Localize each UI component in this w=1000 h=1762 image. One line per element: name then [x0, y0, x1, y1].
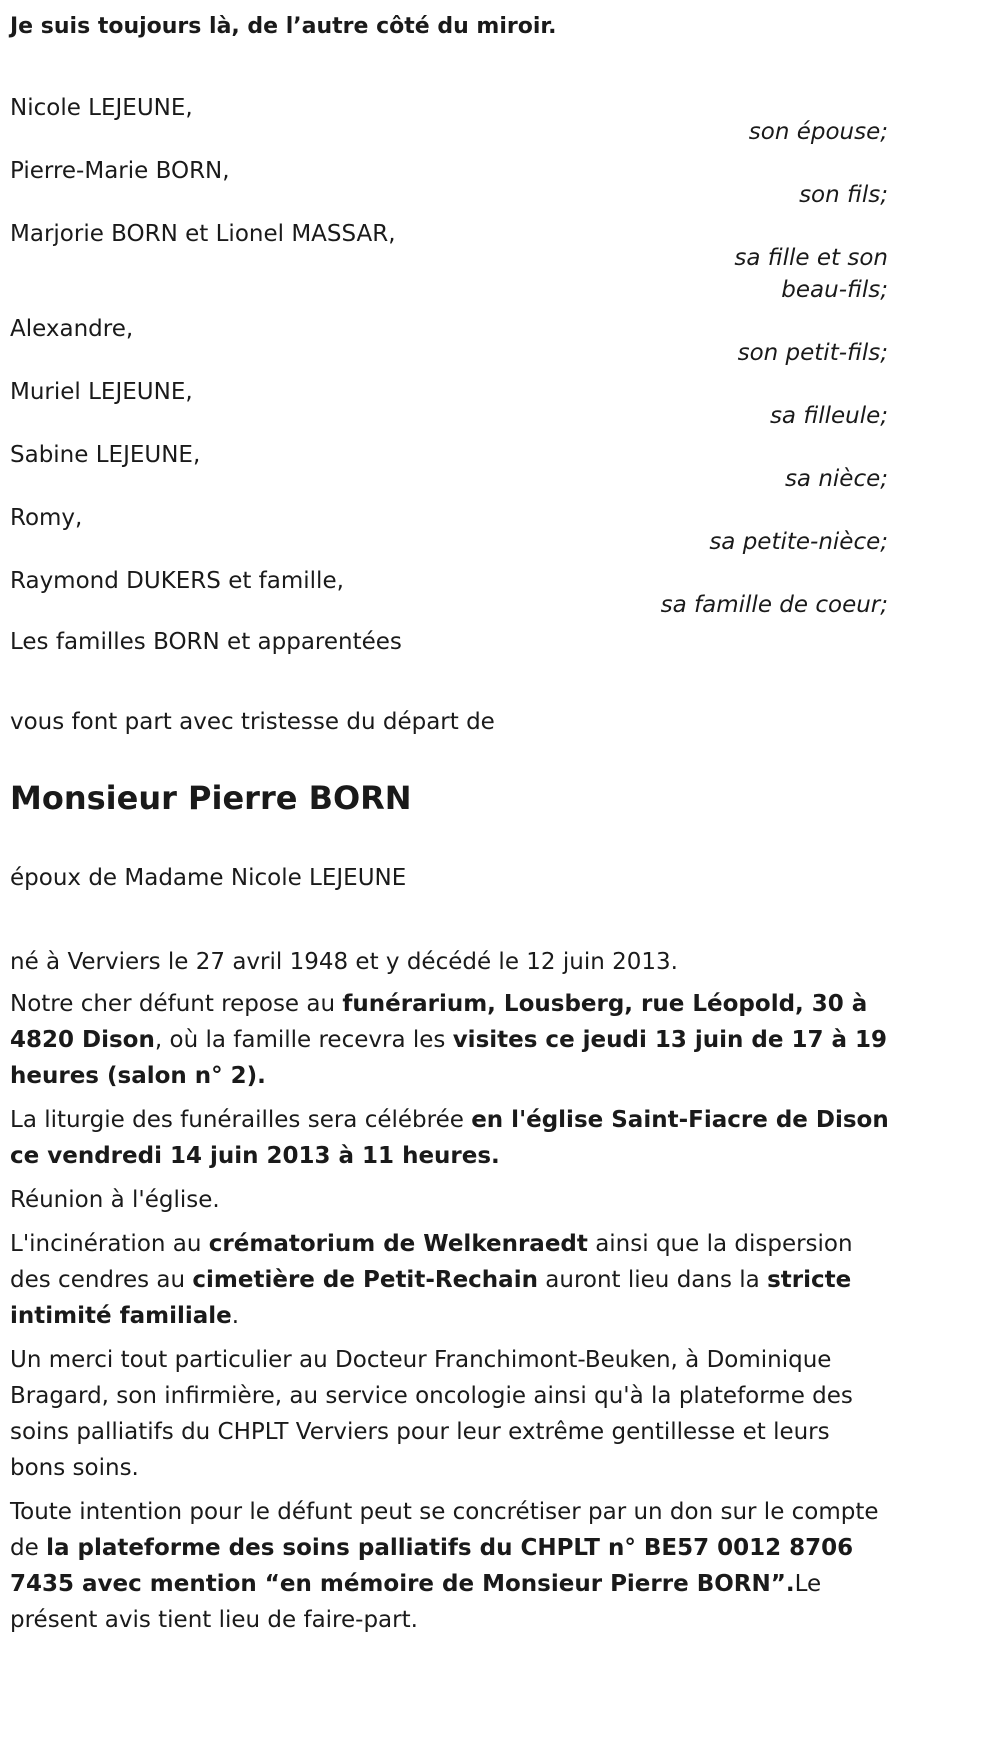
text-segment: ainsi que la dispersion des cendres au	[10, 1231, 853, 1293]
cemetery-name: cimetière de Petit-Rechain	[192, 1267, 538, 1293]
text-segment: Toute intention pour le défunt peut se concrétiser par un don sur le compte de	[10, 1499, 879, 1561]
family-member-relation: son épouse;	[748, 119, 888, 145]
family-member	[10, 218, 888, 306]
privacy-note: stricte intimité familiale	[10, 1267, 852, 1329]
text-segment: L'incinération au	[10, 1231, 209, 1257]
text-segment: La liturgie des funérailles sera célébrée	[10, 1107, 472, 1133]
visiting-hours: visites ce jeudi 13 juin de 17 à 19 heures (salon n° 2).	[10, 1027, 888, 1089]
family-member-relation: sa fille et son beau-fils;	[734, 245, 888, 303]
family-member	[10, 313, 888, 369]
family-extended: Les familles BORN et apparentées	[10, 629, 402, 655]
family-member-name: Marjorie BORN et Lionel MASSAR,	[10, 221, 396, 247]
family-member-name: Raymond DUKERS et famille,	[10, 568, 344, 594]
text-segment: Le présent avis tient lieu de faire-part.	[10, 1571, 822, 1633]
family-member-name: Alexandre,	[10, 316, 134, 342]
announcement: vous font part avec tristesse du départ de	[10, 709, 495, 735]
thanks-paragraph: Un merci tout particulier au Docteur Franchimont-Beuken, à Dominique Bragard, son infirmière, au service oncologie ainsi qu'à la plateforme des soins palliatifs du CHPLT Verviers pour leur extrême gentillesse et leurs bons soins.	[10, 1347, 853, 1481]
family-member-relation: sa petite-nièce;	[709, 529, 888, 555]
donation-paragraph	[10, 1494, 890, 1638]
liturgy-details: en l'église Saint-Fiacre de Dison ce vendredi 14 juin 2013 à 11 heures.	[10, 1107, 889, 1169]
family-member	[10, 439, 888, 495]
family-member-name: Pierre-Marie BORN,	[10, 158, 230, 184]
epigraph: Je suis toujours là, de l’autre côté du miroir.	[10, 14, 557, 39]
family-member	[10, 155, 888, 211]
meeting-paragraph: Réunion à l'église.	[10, 1187, 220, 1213]
cremation-paragraph	[10, 1226, 890, 1334]
family-member	[10, 565, 888, 621]
family-member-name: Romy,	[10, 505, 83, 531]
family-member	[10, 502, 888, 558]
family-member-name: Muriel LEJEUNE,	[10, 379, 193, 405]
crematorium-name: crématorium de Welkenraedt	[208, 1231, 588, 1257]
family-member-name: Sabine LEJEUNE,	[10, 442, 201, 468]
family-member	[10, 376, 888, 432]
family-member-relation: son fils;	[799, 182, 888, 208]
birth-death-line: né à Verviers le 27 avril 1948 et y décédé le 12 juin 2013.	[10, 949, 678, 975]
funeral-home-address: funérarium, Lousberg, rue Léopold, 30 à 4820 Dison	[10, 991, 868, 1053]
family-member-name: Nicole LEJEUNE,	[10, 95, 193, 121]
family-member-relation: sa famille de coeur;	[660, 592, 888, 618]
text-segment: .	[231, 1303, 240, 1329]
deceased-name: Monsieur Pierre BORN	[10, 779, 412, 817]
family-list	[10, 92, 888, 658]
text-segment: Notre cher défunt repose au	[10, 991, 343, 1017]
text-segment: auront lieu dans la	[537, 1267, 768, 1293]
obituary-notice	[0, 12, 1000, 1638]
family-member	[10, 92, 888, 148]
spouse-line: époux de Madame Nicole LEJEUNE	[10, 865, 407, 891]
family-member-relation: sa nièce;	[784, 466, 888, 492]
funeral-home-paragraph	[10, 986, 890, 1094]
donation-account: la plateforme des soins palliatifs du CHPLT n° BE57 0012 8706 7435 avec mention “en mémoire de Monsieur Pierre BORN”.	[10, 1535, 854, 1597]
family-member-relation: son petit-fils;	[737, 340, 888, 366]
text-segment: , où la famille recevra les	[154, 1027, 453, 1053]
family-member-relation: sa filleule;	[769, 403, 888, 429]
liturgy-paragraph	[10, 1102, 890, 1174]
